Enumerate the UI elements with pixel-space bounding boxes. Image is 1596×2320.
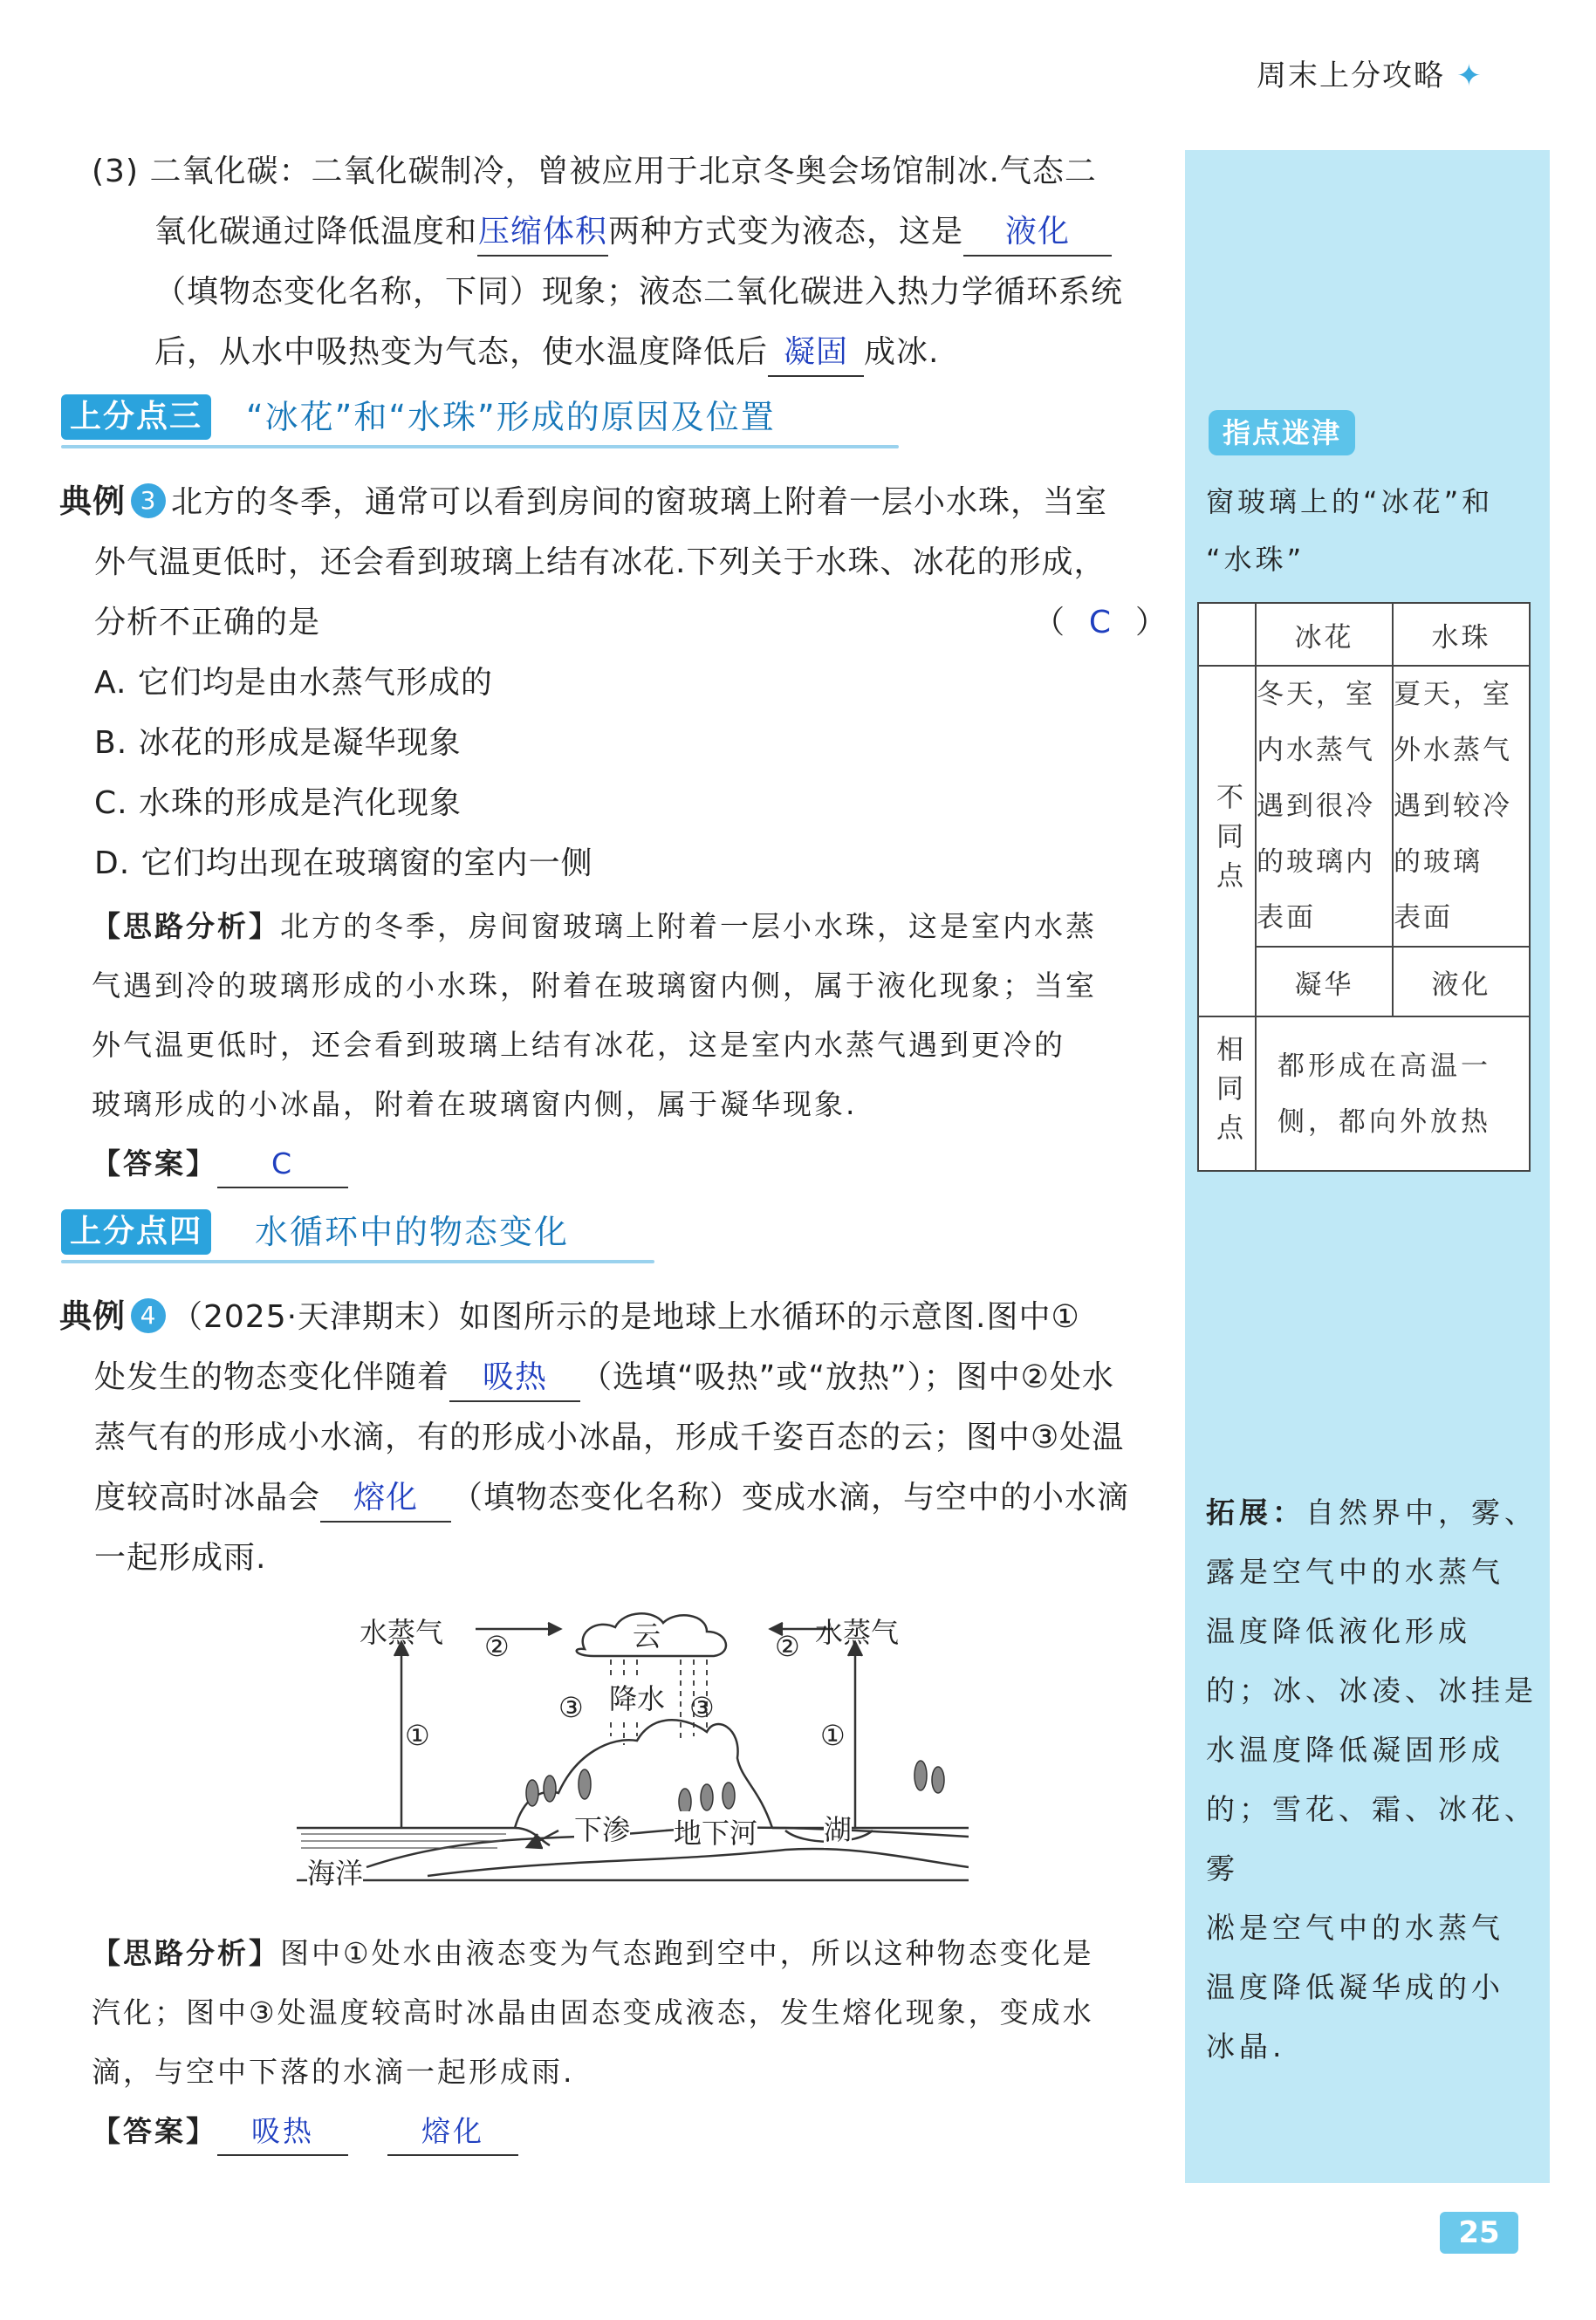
section-3-underline xyxy=(61,445,899,448)
ice-change: 凝华 xyxy=(1256,947,1393,1016)
water-description: 夏天，室 外水蒸气 遇到较冷 的玻璃 表面 xyxy=(1393,666,1530,947)
ex4-blank-2: 熔化 xyxy=(320,1475,451,1523)
label-underground: 地下河 xyxy=(674,1811,757,1851)
label-circle-3-right: ③ xyxy=(689,1691,715,1724)
ex3-line3: 分析不正确的是 （ C ） xyxy=(59,592,1168,653)
ice-description: 冬天，室 内水蒸气 遇到很冷 的玻璃内 表面 xyxy=(1256,666,1393,947)
q3-blank-1: 压缩体积 xyxy=(477,209,608,257)
row-label-different-text: 不同点 xyxy=(1211,782,1243,900)
ex3-analysis: 【思路分析】北方的冬季，房间窗玻璃上附着一层小水珠，这是室内水蒸 气遇到冷的玻璃形成的小水珠，附着在玻璃窗内侧，属于液化现象；当室 外气温更低时，还会看到玻璃上结有冰花，这是室内水蒸气遇到更冷的 玻璃形成的小冰晶，附着在玻璃窗内侧，属于凝华现象. 【答案】 C xyxy=(92,897,1165,1194)
label-vapor-left: 水蒸气 xyxy=(360,1616,444,1649)
tip-text: 窗玻璃上的“冰花”和 “水珠” xyxy=(1206,485,1494,576)
ex3-line1: 典例 3 北方的冬季，通常可以看到房间的窗玻璃上附着一层小水珠，当室 xyxy=(59,482,1108,520)
section-4-title: 水循环中的物态变化 xyxy=(255,1213,570,1251)
underground-flow-2 xyxy=(428,1849,969,1876)
label-ocean: 海洋 xyxy=(307,1851,363,1892)
question-3 xyxy=(92,141,1165,382)
option-d: D. 它们均出现在玻璃窗的室内一侧 xyxy=(94,845,593,881)
section-4-header xyxy=(61,1209,654,1258)
ex4-line3: 蒸气有的形成小水滴，有的形成小冰晶，形成千姿百态的云；图中③处温 xyxy=(94,1420,1125,1455)
trees xyxy=(526,1761,944,1815)
underground-flow-1 xyxy=(366,1828,969,1867)
water-cycle-diagram xyxy=(297,1605,969,1906)
section-3-tag: 上分点三 xyxy=(61,394,211,440)
q3-blank-3: 凝固 xyxy=(768,330,864,377)
option-c: C. 水珠的形成是汽化现象 xyxy=(94,785,462,821)
q3-line3: （填物态变化名称，下同）现象；液态二氧化碳进入热力学循环系统 xyxy=(154,274,1124,310)
ex3-answer-line: 【答案】 C xyxy=(92,1134,1165,1194)
row-label-same-text: 相同点 xyxy=(1211,1035,1243,1153)
label-lake: 湖 xyxy=(824,1808,852,1848)
example-3 xyxy=(59,471,1168,893)
ex4-blank-1: 吸热 xyxy=(449,1355,580,1402)
label-vapor-right: 水蒸气 xyxy=(815,1616,900,1649)
label-circle-3-left: ③ xyxy=(558,1691,584,1724)
ex3-line2: 外气温更低时，还会看到玻璃上结有冰花.下列关于水珠、冰花的形成， xyxy=(94,544,1106,580)
ex4-answer-blank-1: 吸热 xyxy=(217,2109,348,2156)
ex4-line1: 典例 4 （2025·天津期末）如图所示的是地球上水循环的示意图.图中① xyxy=(59,1297,1080,1335)
example-number-badge: 3 xyxy=(131,483,166,518)
section-4-tag: 上分点四 xyxy=(61,1209,211,1255)
row-label-same xyxy=(1198,1016,1256,1171)
table-header-ice: 冰花 xyxy=(1256,603,1393,666)
analysis-label: 【思路分析】 xyxy=(92,1936,280,1970)
option-a: A. 它们均是由水蒸气形成的 xyxy=(94,665,493,701)
extension-label: 拓展： xyxy=(1206,1495,1305,1530)
ex3-answer-bracket: （ C ） xyxy=(1033,592,1168,653)
example-4 xyxy=(59,1286,1168,1588)
page-header xyxy=(1257,54,1482,98)
label-circle-2-right: ② xyxy=(775,1630,800,1663)
label-circle-1-left: ① xyxy=(405,1719,430,1752)
label-cloud: 云 xyxy=(633,1619,661,1653)
ex4-answer-line: 【答案】 吸热 熔化 xyxy=(92,2102,1165,2161)
ex3-answer-choice: C xyxy=(1088,605,1113,640)
label-precip: 降水 xyxy=(609,1677,665,1717)
ex4-line4: 度较高时冰晶会 熔化 （填物态变化名称）变成水滴，与空中的小水滴 xyxy=(59,1468,1168,1528)
example-label: 典例 xyxy=(59,482,126,520)
q3-blank-2: 液化 xyxy=(963,209,1112,257)
ex3-answer-blank: C xyxy=(217,1141,348,1188)
q3-line4: 后，从水中吸热变为气态，使水温度降低后 凝固 成冰. xyxy=(92,322,1165,382)
ex4-answer-blank-2: 熔化 xyxy=(387,2109,518,2156)
q3-line1: (3) 二氧化碳：二氧化碳制冷，曾被应用于北京冬奥会场馆制冰.气态二 xyxy=(92,154,1097,189)
label-circle-2-left: ② xyxy=(484,1630,510,1663)
comparison-table xyxy=(1197,602,1531,1172)
water-change: 液化 xyxy=(1393,947,1530,1016)
label-seep: 下渗 xyxy=(574,1808,630,1848)
extension-note: 拓展：自然界中，雾、 露是空气中的水蒸气 温度降低液化形成 的；冰、冰凌、冰挂是 水温度降低凝固形成 的；雪花、霜、冰花、雾 凇是空气中的水蒸气 温度降低凝华成的小 冰晶. xyxy=(1206,1495,1538,2063)
example-label: 典例 xyxy=(59,1297,126,1335)
page-number: 25 xyxy=(1440,2212,1518,2254)
ex4-line2: 处发生的物态变化伴随着 吸热 （选填“吸热”或“放热”）；图中②处水 xyxy=(59,1347,1168,1407)
header-title: 周末上分攻略 xyxy=(1257,58,1445,93)
ex4-line5: 一起形成雨. xyxy=(94,1540,267,1576)
example-number-badge: 4 xyxy=(131,1298,166,1333)
label-circle-1-right: ① xyxy=(820,1719,846,1752)
ex4-analysis: 【思路分析】图中①处水由液态变为气态跑到空中，所以这种物态变化是 汽化；图中③处温度较高时冰晶由固态变成液态，发生熔化现象，变成水 滴，与空中下落的水滴一起形成雨. 【答案】 吸热 熔化 xyxy=(92,1924,1165,2161)
analysis-label: 【思路分析】 xyxy=(92,909,280,943)
table-header-water: 水珠 xyxy=(1393,603,1530,666)
row-label-different xyxy=(1198,666,1256,1016)
section-4-underline xyxy=(61,1260,654,1263)
section-3-title: “冰花”和“水珠”形成的原因及位置 xyxy=(246,398,776,436)
section-3-header xyxy=(61,394,899,443)
option-b: B. 冰花的形成是凝华现象 xyxy=(94,725,462,761)
sparkle-icon: ✦ xyxy=(1456,58,1482,93)
ocean-hatch xyxy=(301,1834,506,1848)
q3-line2: 氧化碳通过降低温度和压缩体积两种方式变为液态，这是 液化 xyxy=(92,202,1165,262)
ocean-surface xyxy=(297,1828,550,1845)
tip-title-badge: 指点迷津 xyxy=(1209,410,1355,455)
same-description: 都形成在高温一 侧，都向外放热 xyxy=(1256,1016,1530,1171)
